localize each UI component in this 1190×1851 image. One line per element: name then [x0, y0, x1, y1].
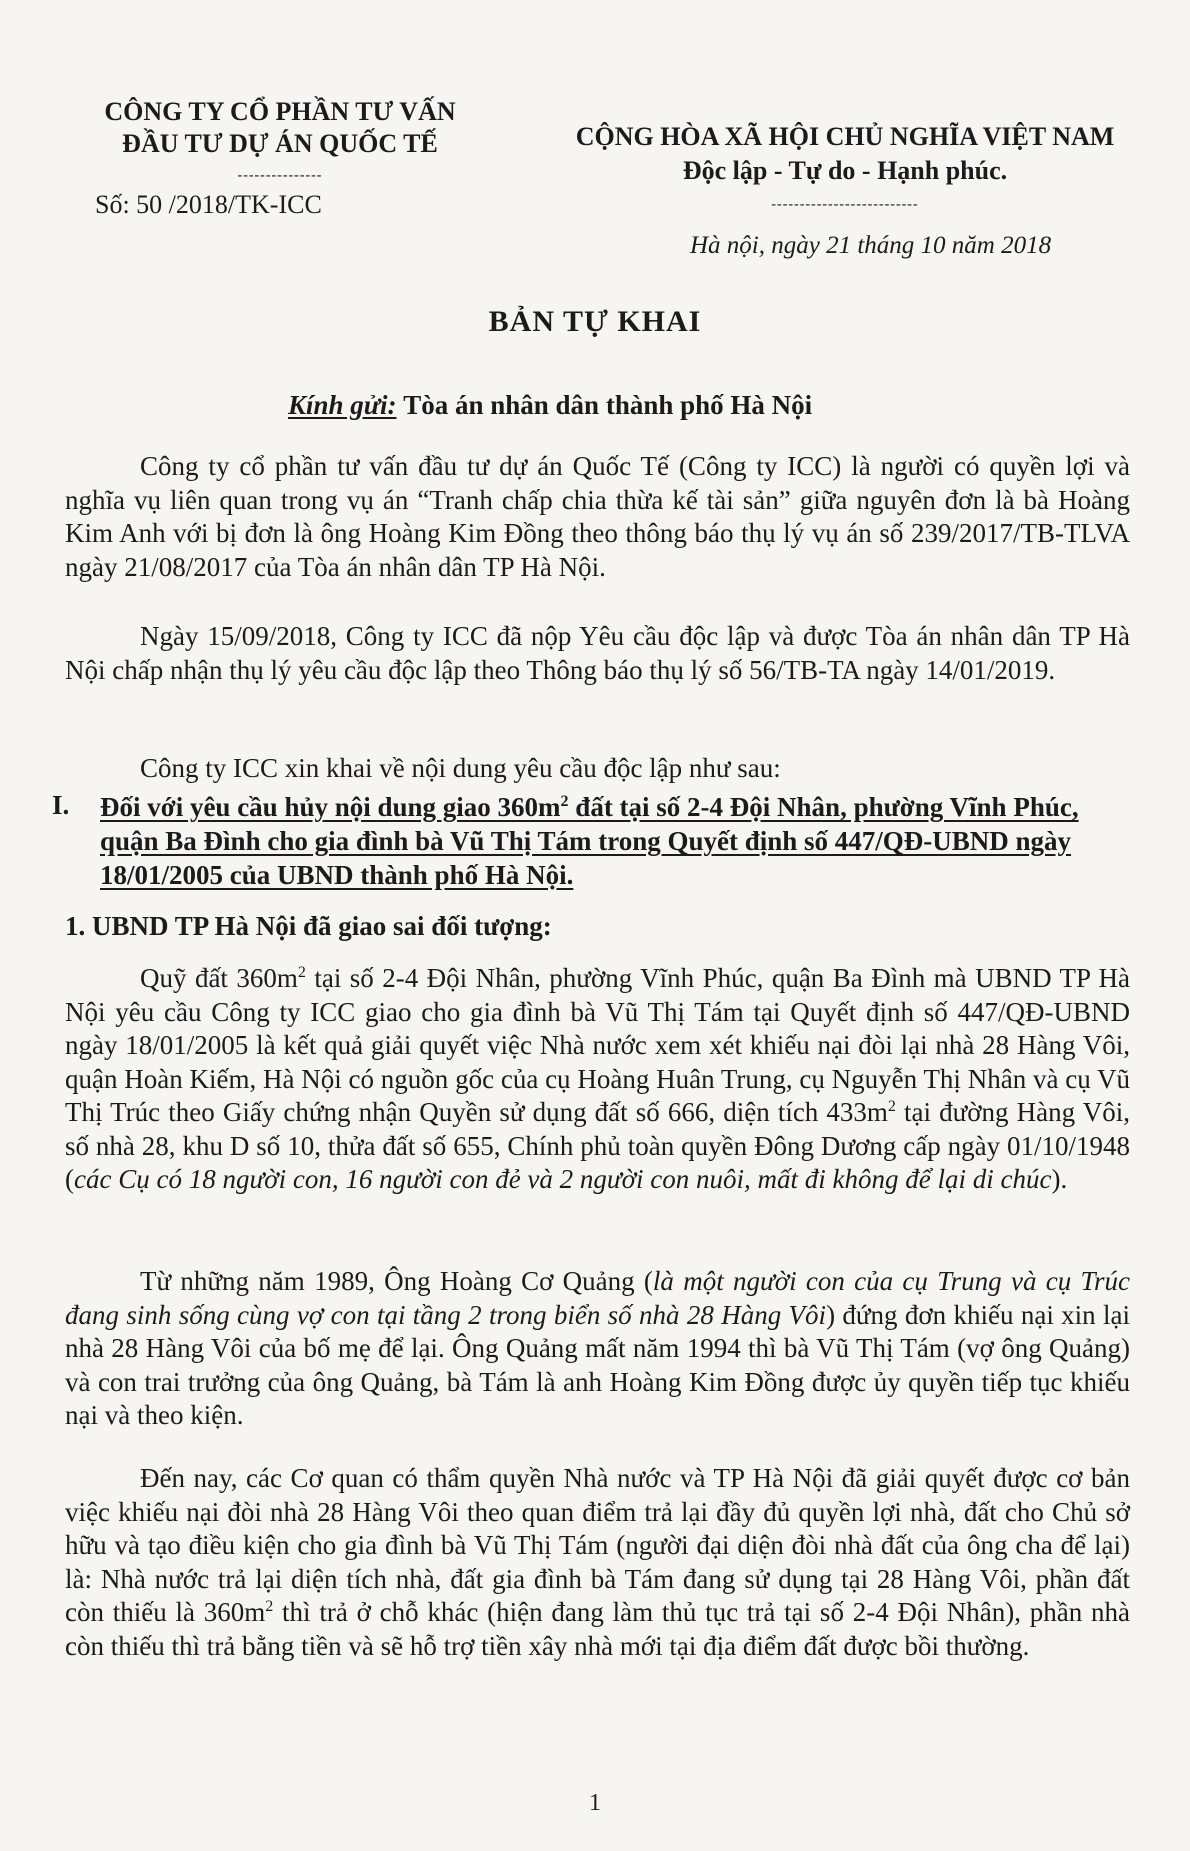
- paragraph-6: Đến nay, các Cơ quan có thẩm quyền Nhà nước và TP Hà Nội đã giải quyết được cơ bản việc khiếu nại đòi nhà 28 Hàng Vôi theo quan điểm trả lại đầy đủ quyền lợi nhà, đất cho Chủ sở hữu và tạo điều kiện cho gia đình bà Vũ Thị Tám (người đại diện đòi nhà đất của ông cha để lại) là: Nhà nước trả lại diện tích nhà, đất gia đình bà Tám đang sử dụng tại 28 Hàng Vôi, phần đất còn thiếu là $360m^2$ thì trả ở chỗ khác (hiện đang làm thủ tục trả tại số 2-4 Đội Nhân), phần nhà còn thiếu thì trả bằng tiền và sẽ hỗ trợ tiền xây nhà mới tại địa điểm đất được bồi thường.: [65, 1463, 1130, 1661]
- paragraph-2: Ngày 15/09/2018, Công ty ICC đã nộp Yêu cầu độc lập và được Tòa án nhân dân TP Hà Nội chấp nhận thụ lý yêu cầu độc lập theo Thông báo thụ lý số 56/TB-TA ngày 14/01/2019.: [65, 621, 1130, 685]
- company-name-line2: ĐẦU TƯ DỰ ÁN QUỐC TẾ: [122, 129, 438, 158]
- divider-left: ---------------: [237, 168, 323, 183]
- paragraph-4: Quỹ đất $360m^2$ tại số 2-4 Đội Nhân, phường Vĩnh Phúc, quận Ba Đình mà UBND TP Hà Nội yêu cầu Công ty ICC giao cho gia đình bà Vũ Thị Tám tại Quyết định số 447/QĐ-UBND ngày 18/01/2005 là kết quả giải quyết việc Nhà nước xem xét khiếu nại đòi lại nhà 28 Hàng Vôi, quận Hoàn Kiếm, Hà Nội có nguồn gốc của cụ Hoàng Huân Trung, cụ Nguyễn Thị Nhân và cụ Vũ Thị Trúc theo Giấy chứng nhận Quyền sử dụng đất số 666, diện tích $433m^2$ tại đường Hàng Vôi, số nhà 28, khu D số 10, thửa đất số 655, Chính phủ toàn quyền Đông Dương cấp ngày 01/10/1948 (các Cụ có 18 người con, 16 người con đẻ và 2 người con nuôi, mất đi không để lại di chúc).: [65, 963, 1130, 1194]
- section-heading: Đối với yêu cầu hủy nội dung giao $360m^2$ đất tại số 2-4 Đội Nhân, phường Vĩnh Phúc, quận Ba Đình cho gia đình bà Vũ Thị Tám trong Quyết định số 447/QĐ-UBND ngày 18/01/2005 của UBND thành phố Hà Nội.: [100, 792, 1079, 890]
- divider-right: --------------------------: [771, 197, 919, 212]
- recipient-label: Kính gửi:: [288, 390, 397, 420]
- paragraph-5: Từ những năm 1989, Ông Hoàng Cơ Quảng (là một người con của cụ Trung và cụ Trúc đang sinh sống cùng vợ con tại tầng 2 trong biển số nhà 28 Hàng Vôi) đứng đơn khiếu nại xin lại nhà 28 Hàng Vôi của bố mẹ để lại. Ông Quảng mất năm 1994 thì bà Vũ Thị Tám (vợ ông Quảng) và con trai trưởng của ông Quảng, bà Tám là anh Hoàng Kim Đồng được ủy quyền tiếp tục khiếu nại và theo kiện.: [65, 1266, 1130, 1430]
- nation-name: CỘNG HÒA XÃ HỘI CHỦ NGHĨA VIỆT NAM: [575, 122, 1115, 151]
- paragraph-1: Công ty cổ phần tư vấn đầu tư dự án Quốc Tế (Công ty ICC) là người có quyền lợi và nghĩa vụ liên quan trong vụ án “Tranh chấp chia thừa kế tài sản” giữa nguyên đơn là bà Hoàng Kim Anh với bị đơn là ông Hoàng Kim Đồng theo thông báo thụ lý vụ án số 239/2017/TB-TLVA ngày 21/08/2017 của Tòa án nhân dân TP Hà Nội.: [65, 451, 1130, 582]
- paragraph-3: Công ty ICC xin khai về nội dung yêu cầu độc lập như sau:: [140, 753, 781, 783]
- national-header: [545, 120, 1145, 222]
- company-header: [70, 96, 490, 192]
- company-name-line1: CÔNG TY CỔ PHẦN TƯ VẤN: [104, 97, 456, 126]
- document-title: BẢN TỰ KHAI: [488, 305, 702, 338]
- document-number: Số: 50 /2018/TK-ICC: [95, 190, 322, 219]
- section-number: I.: [52, 790, 70, 820]
- recipient-line: [288, 390, 812, 421]
- page-number: 1: [589, 1790, 601, 1816]
- item-1-heading: 1. UBND TP Hà Nội đã giao sai đối tượng:: [65, 911, 552, 941]
- motto: Độc lập - Tự do - Hạnh phúc.: [682, 156, 1008, 185]
- recipient-name: Tòa án nhân dân thành phố Hà Nội: [403, 390, 813, 420]
- date-line: Hà nội, ngày 21 tháng 10 năm 2018: [690, 232, 1052, 259]
